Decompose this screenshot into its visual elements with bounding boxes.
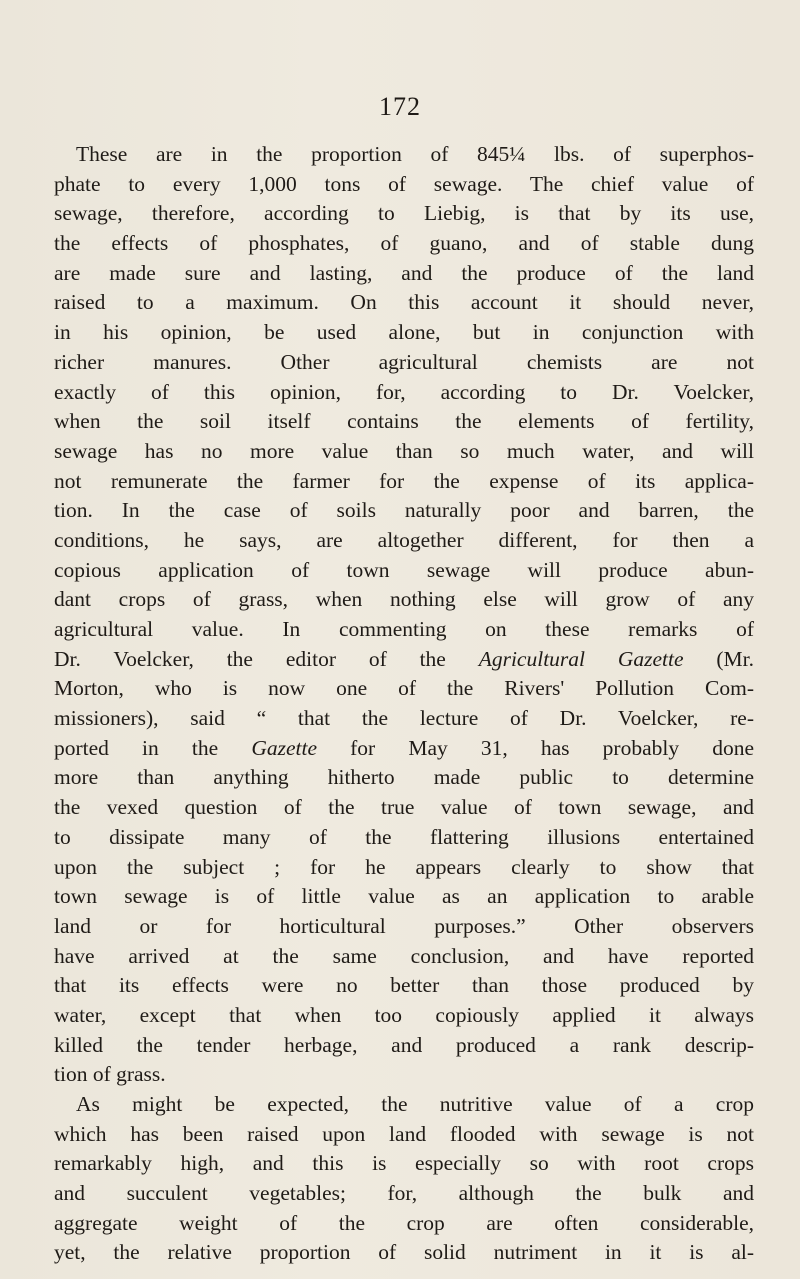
text-line: phate to every 1,000 tons of sewage. The chief value of xyxy=(54,171,754,196)
text-line: the effects of phosphates, of guano, and of stable dung xyxy=(54,231,754,256)
text-line: missioners), said “ that the lecture of Dr. Voelcker, re- xyxy=(54,706,754,731)
text-line: which has been raised upon land flooded with sewage is not xyxy=(54,1121,754,1146)
text-line: the vexed question of the true value of town sewage, and xyxy=(54,795,754,820)
text-line: in his opinion, be used alone, but in conjunction with xyxy=(54,320,754,345)
text-line: are made sure and lasting, and the produce of the land xyxy=(54,260,754,285)
text-line: upon the subject ; for he appears clearly to show that xyxy=(54,854,754,879)
text-line: to dissipate many of the flattering illusions entertained xyxy=(54,824,754,849)
text-line: raised to a maximum. On this account it should never, xyxy=(54,290,754,315)
page-number: 172 xyxy=(379,92,421,121)
text-line: conditions, he says, are altogether different, for then a xyxy=(54,527,754,552)
text-line: aggregate weight of the crop are often considerable, xyxy=(54,1210,754,1235)
text-line: water, except that when too copiously applied it always xyxy=(54,1002,754,1027)
text-line: sewage, therefore, according to Liebig, is that by its use, xyxy=(54,201,754,226)
text-line: richer manures. Other agricultural chemists are not xyxy=(54,349,754,374)
text-line: when the soil itself contains the elements of fertility, xyxy=(54,409,754,434)
text-line: that its effects were no better than those produced by xyxy=(54,973,754,998)
text-line: sewage has no more value than so much water, and will xyxy=(54,438,754,463)
text-line: agricultural value. In commenting on these remarks of xyxy=(54,617,754,641)
text-line: dant crops of grass, when nothing else will grow of any xyxy=(54,587,754,612)
text-line: Morton, who is now one of the Rivers' Pollution Com- xyxy=(54,676,754,701)
text-line: ported in the Gazette for May 31, has probably done xyxy=(54,735,755,760)
text-line: killed the tender herbage, and produced a rank descrip- xyxy=(54,1032,754,1057)
text-line: remarkably high, and this is especially so with root crops xyxy=(54,1151,754,1176)
text-line: tion. In the case of soils naturally poor and barren, the xyxy=(54,498,754,523)
text-line: As might be expected, the nutritive value of a crop xyxy=(76,1092,754,1116)
body-text xyxy=(54,140,754,1268)
text-line: exactly of this opinion, for, according to Dr. Voelcker, xyxy=(54,379,754,404)
text-line: These are in the proportion of 845¼ lbs. of superphos- xyxy=(76,142,754,166)
text-line: yet, the relative proportion of solid nutriment in it is al- xyxy=(54,1240,754,1265)
text-line: have arrived at the same conclusion, and have reported xyxy=(54,943,754,968)
text-line: and succulent vegetables; for, although the bulk and xyxy=(54,1181,754,1206)
text-line: copious application of town sewage will produce abun- xyxy=(54,557,754,582)
text-line: town sewage is of little value as an application to arable xyxy=(54,884,754,909)
text-line: tion of grass. xyxy=(54,1062,166,1087)
text-line: not remunerate the farmer for the expense of its applica- xyxy=(54,468,754,493)
text-line: Dr. Voelcker, the editor of the Agricultural Gazette (Mr. xyxy=(54,646,755,671)
text-line: land or for horticultural purposes.” Other observers xyxy=(54,913,754,938)
text-line: more than anything hitherto made public to determine xyxy=(54,765,754,790)
